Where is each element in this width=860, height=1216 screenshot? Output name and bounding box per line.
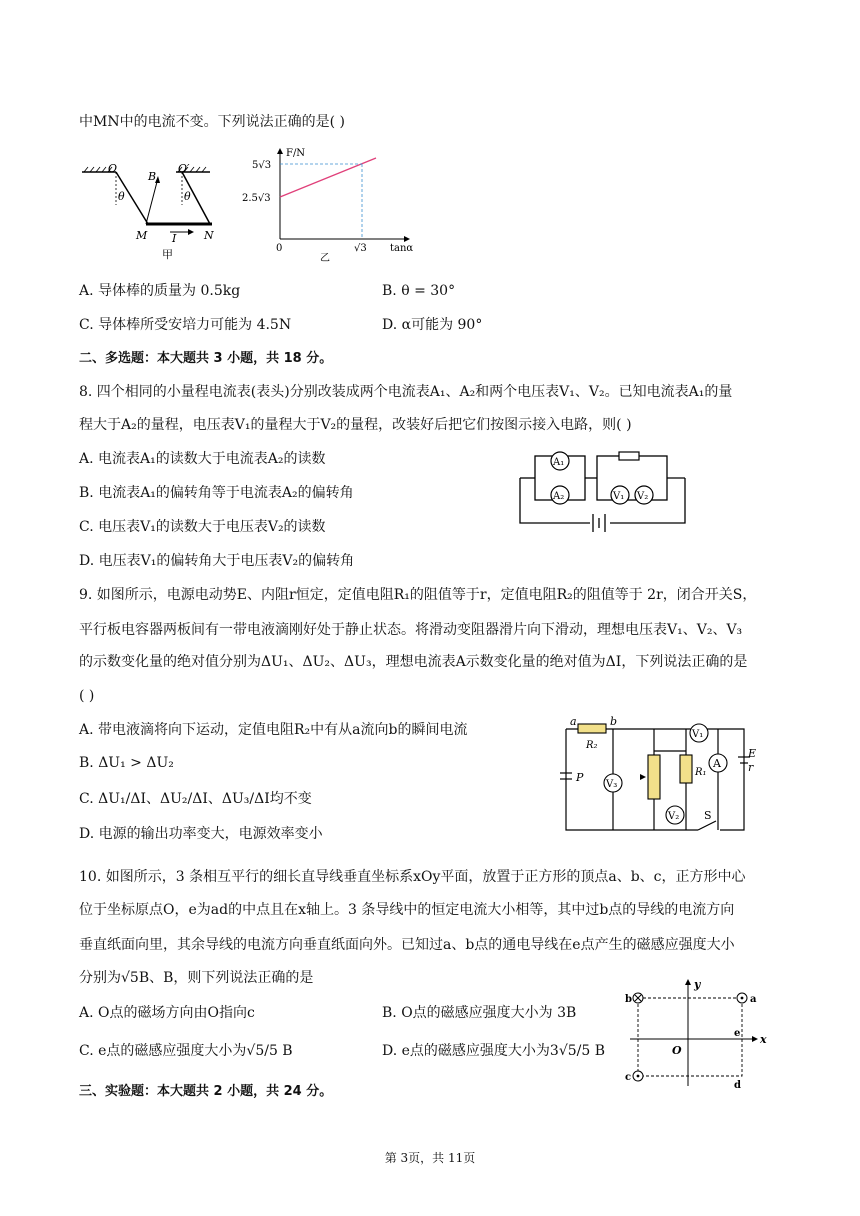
section-2-heading: 二、多选题：本大题共 3 小题，共 18 分。 bbox=[79, 351, 333, 366]
q8-circuit bbox=[515, 448, 695, 548]
q10-option-c: C. e点的磁感应强度大小为√5/5 B bbox=[79, 1043, 293, 1059]
label-B: B bbox=[148, 170, 157, 183]
q8-line-1: 8. 四个相同的小量程电流表(表头)分别改装成两个电流表A₁、A₂和两个电压表V₁、V₂。已知电流表A₁的量 bbox=[79, 384, 733, 400]
label-a: a bbox=[750, 994, 757, 1005]
tick-5sqrt3: 5√3 bbox=[252, 160, 272, 171]
q10-line-3: 垂直纸面向里，其余导线的电流方向垂直纸面向外。已知过a、b点的通电导线在e点产生的磁感应强度大小 bbox=[79, 937, 735, 953]
ammeter-a1: A₁ bbox=[553, 457, 565, 468]
q7-figure-a bbox=[78, 150, 228, 265]
label-I: I bbox=[172, 232, 177, 245]
q10-option-b: B. O点的磁感应强度大小为 3B bbox=[382, 1005, 577, 1021]
label-N: N bbox=[204, 229, 214, 242]
axis-label-tan-alpha: tanα bbox=[390, 243, 414, 254]
q10-option-d: D. e点的磁感应强度大小为3√5/5 B bbox=[382, 1043, 606, 1059]
caption-jia: 甲 bbox=[162, 248, 173, 261]
axis-label-y: y bbox=[694, 978, 701, 991]
q9-line-1: 9. 如图所示，电源电动势E、内阻r恒定，定值电阻R₁的阻值等于r，定值电阻R₂的阻值等于 2r，闭合开关S， bbox=[79, 587, 757, 603]
q8-option-d: D. 电压表V₁的偏转角大于电压表V₂的偏转角 bbox=[79, 553, 355, 569]
axis-label-F: F/N bbox=[286, 148, 306, 159]
q9-option-c: C. ΔU₁/ΔI、ΔU₂/ΔI、ΔU₃/ΔI均不变 bbox=[79, 791, 312, 807]
q10-figure bbox=[622, 976, 772, 1091]
label-b: b bbox=[625, 994, 632, 1005]
q8-option-b: B. 电流表A₁的偏转角等于电流表A₂的偏转角 bbox=[79, 485, 354, 501]
q7-option-c: C. 导体棒所受安培力可能为 4.5N bbox=[79, 317, 292, 333]
q10-line-4: 分别为√5B、B，则下列说法正确的是 bbox=[79, 970, 314, 986]
q7-option-b: B. θ = 30° bbox=[382, 283, 456, 299]
section-3-heading: 三、实验题：本大题共 2 小题，共 24 分。 bbox=[79, 1084, 333, 1099]
label-r: r bbox=[748, 761, 754, 774]
q7-option-d: D. α可能为 90° bbox=[382, 317, 483, 333]
q8-option-c: C. 电压表V₁的读数大于电压表V₂的读数 bbox=[79, 519, 326, 535]
tick-2.5sqrt3: 2.5√3 bbox=[242, 193, 271, 204]
caption-yi: 乙 bbox=[320, 253, 330, 264]
q9-line-3: 的示数变化量的绝对值分别为ΔU₁、ΔU₂、ΔU₃，理想电流表A示数变化量的绝对值为ΔI，下列说法正确的是 bbox=[79, 654, 748, 670]
q10-line-1: 10. 如图所示，3 条相互平行的细长直导线垂直坐标系xOy平面，放置于正方形的顶点a、b、c，正方形中心 bbox=[79, 869, 746, 885]
q9-circuit bbox=[558, 715, 768, 835]
tick-sqrt3: √3 bbox=[354, 243, 367, 254]
label-d: d bbox=[734, 1080, 741, 1091]
label-theta-left: θ bbox=[118, 190, 125, 203]
voltmeter-v3: V₃ bbox=[606, 779, 618, 790]
ammeter-a2: A₂ bbox=[553, 491, 565, 502]
label-O: O bbox=[672, 1044, 682, 1057]
q7-figure-b bbox=[240, 144, 420, 264]
label-a: a bbox=[570, 715, 577, 728]
q9-option-d: D. 电源的输出功率变大，电源效率变小 bbox=[79, 826, 323, 842]
tick-origin: 0 bbox=[276, 243, 283, 254]
q9-line-4: ( ) bbox=[79, 688, 95, 704]
label-e: e bbox=[734, 1028, 741, 1039]
label-S: S bbox=[704, 809, 712, 822]
q10-option-a: A. O点的磁场方向由O指向c bbox=[79, 1005, 255, 1021]
voltmeter-v1: V₁ bbox=[692, 729, 704, 740]
q9-option-b: B. ΔU₁ > ΔU₂ bbox=[79, 755, 174, 771]
voltmeter-v2: V₂ bbox=[668, 811, 680, 822]
label-theta-right: θ bbox=[184, 190, 191, 203]
q10-line-2: 位于坐标原点O，e为ad的中点且在x轴上。3 条导线中的恒定电流大小相等，其中过b点的导线的电流方向 bbox=[79, 902, 735, 918]
q7-option-a: A. 导体棒的质量为 0.5kg bbox=[79, 283, 241, 299]
label-c: c bbox=[625, 1072, 632, 1083]
q9-line-2: 平行板电容器两板间有一带电液滴刚好处于静止状态。将滑动变阻器滑片向下滑动，理想电压表V₁、V₂、V₃ bbox=[79, 622, 743, 638]
ammeter-a: A bbox=[713, 757, 721, 770]
label-b: b bbox=[610, 715, 618, 728]
voltmeter-v2: V₂ bbox=[637, 491, 649, 502]
label-O-prime: O′ bbox=[178, 162, 190, 175]
page-footer: 第 3页，共 11页 bbox=[384, 1151, 476, 1165]
q8-line-2: 程大于A₂的量程，电压表V₁的量程大于V₂的量程，改装好后把它们按图示接入电路，则( ) bbox=[79, 417, 632, 433]
label-M: M bbox=[136, 229, 148, 242]
label-P: P bbox=[576, 771, 584, 784]
label-E: E bbox=[748, 747, 757, 760]
label-R2: R₂ bbox=[586, 740, 598, 751]
q9-option-a: A. 带电液滴将向下运动，定值电阻R₂中有从a流向b的瞬间电流 bbox=[79, 722, 468, 738]
label-O: O bbox=[108, 162, 118, 175]
label-R1: R₁ bbox=[695, 767, 707, 778]
axis-label-x: x bbox=[760, 1033, 767, 1046]
q7-text: 中MN中的电流不变。下列说法正确的是( ) bbox=[79, 114, 345, 130]
q8-option-a: A. 电流表A₁的读数大于电流表A₂的读数 bbox=[79, 451, 326, 467]
voltmeter-v1: V₁ bbox=[613, 491, 625, 502]
